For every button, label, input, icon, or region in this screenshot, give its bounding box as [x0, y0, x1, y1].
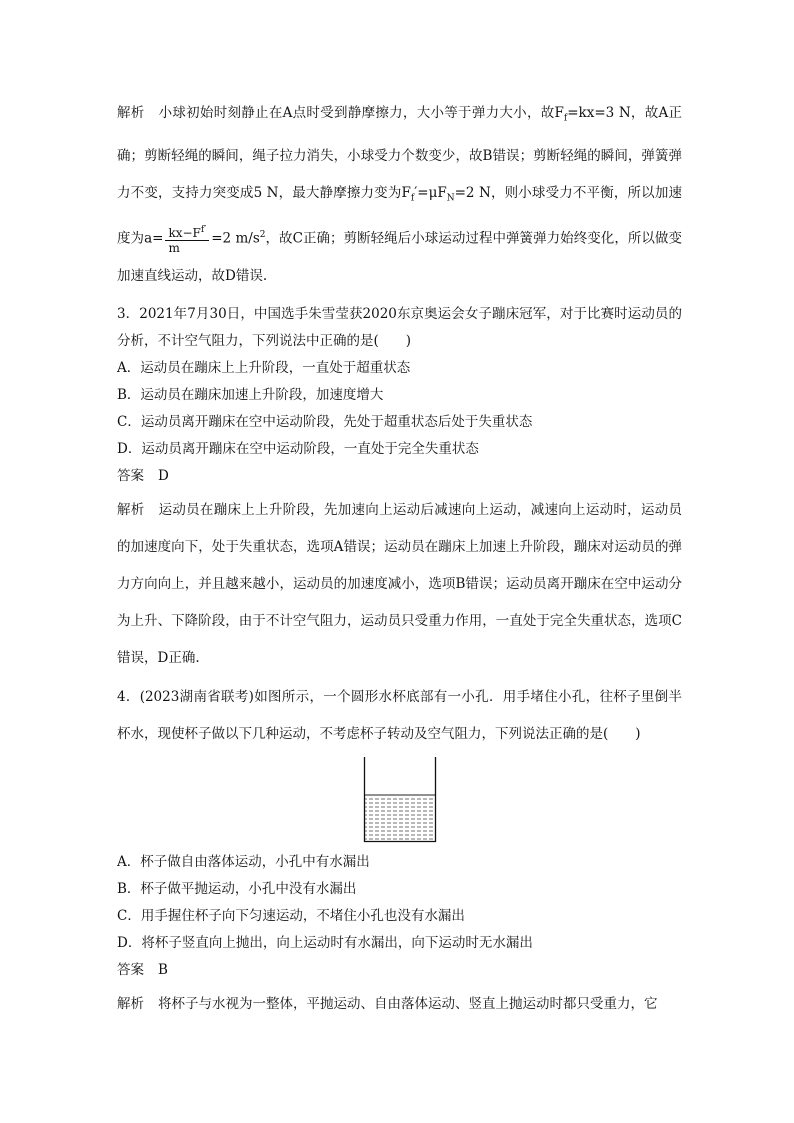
cup-figure [117, 757, 682, 843]
question-4-option-c: C．用手握住杯子向下匀速运动，不堵住小孔也没有水漏出 [117, 907, 465, 924]
question-4-stem: 4．(2023湖南省联考)如图所示，一个圆形水杯底部有一小孔．用手堵住小孔，往杯子里倒半杯水，现使杯子做以下几种运动，不考虑杯子转动及空气阻力，下列说法正确的是( ) [117, 688, 682, 742]
question-4-option-d: D．将杯子竖直向上抛出，向上运动时有水漏出，向下运动时无水漏出 [117, 934, 533, 951]
cup-diagram [363, 757, 437, 843]
document-page [117, 96, 682, 1023]
question-3-option-c: C．运动员离开蹦床在空中运动阶段，先处于超重状态后处于失重状态 [117, 413, 533, 430]
explanation-q2: 解析 小球初始时刻静止在A点时受到静摩擦力，大小等于弹力大小，故$F_f=kx=3$ N，故A正确；剪断轻绳的瞬间，绳子拉力消失，小球受力个数变少，故B错误；剪断轻绳的瞬间，弹簧弹力不变，支持力突变成5 N，最大静摩擦力变为$F_f'=\mu F_N=2$ N，则小球受力不平衡，所以加速度为a= $\frac{kx-F^{f'}}{m}$ =2 $m/s^2$，故C正确；剪断轻绳后小球运动过程中弹簧弹力始终变化，所以做变加速直线运动，故D错误. [117, 105, 683, 284]
question-3-stem: 3．2021年7月30日，中国选手朱雪莹获2020东京奥运会女子蹦床冠军，对于比赛时运动员的分析，不计空气阻力，下列说法中正确的是( ) [117, 305, 682, 349]
question-3-option-b: B．运动员在蹦床加速上升阶段，加速度增大 [117, 386, 384, 403]
acceleration-fraction: $\frac{kx-F^{f'}}{m}$ [165, 223, 209, 255]
question-4-option-b: B．杯子做平抛运动，小孔中没有水漏出 [117, 880, 357, 897]
question-4-option-a: A．杯子做自由落体运动，小孔中有水漏出 [117, 853, 370, 870]
question-4-answer: 答案 B [117, 961, 168, 978]
question-3-option-a: A．运动员在蹦床上上升阶段，一直处于超重状态 [117, 359, 411, 376]
cup-water [365, 795, 435, 841]
question-3-option-d: D．运动员离开蹦床在空中运动阶段，一直处于完全失重状态 [117, 440, 479, 457]
question-4-explanation: 解析 将杯子与水视为一整体，平抛运动、自由落体运动、竖直上抛运动时都只受重力，它 [117, 995, 658, 1012]
question-3-answer: 答案 D [117, 467, 169, 484]
question-3-explanation: 解析 运动员在蹦床上上升阶段，先加速向上运动后减速向上运动，减速向上运动时，运动员的加速度向下，处于失重状态，选项A错误；运动员在蹦床上加速上升阶段，蹦床对运动员的弹力方向向上，并且越来越小，运动员的加速度减小，选项B错误；运动员离开蹦床在空中运动分为上升、下降阶段，由于不计空气阻力，运动员只受重力作用，一直处于完全失重状态，选项C错误，D正确. [117, 501, 683, 666]
explanation-tag: 解析 [117, 105, 145, 121]
